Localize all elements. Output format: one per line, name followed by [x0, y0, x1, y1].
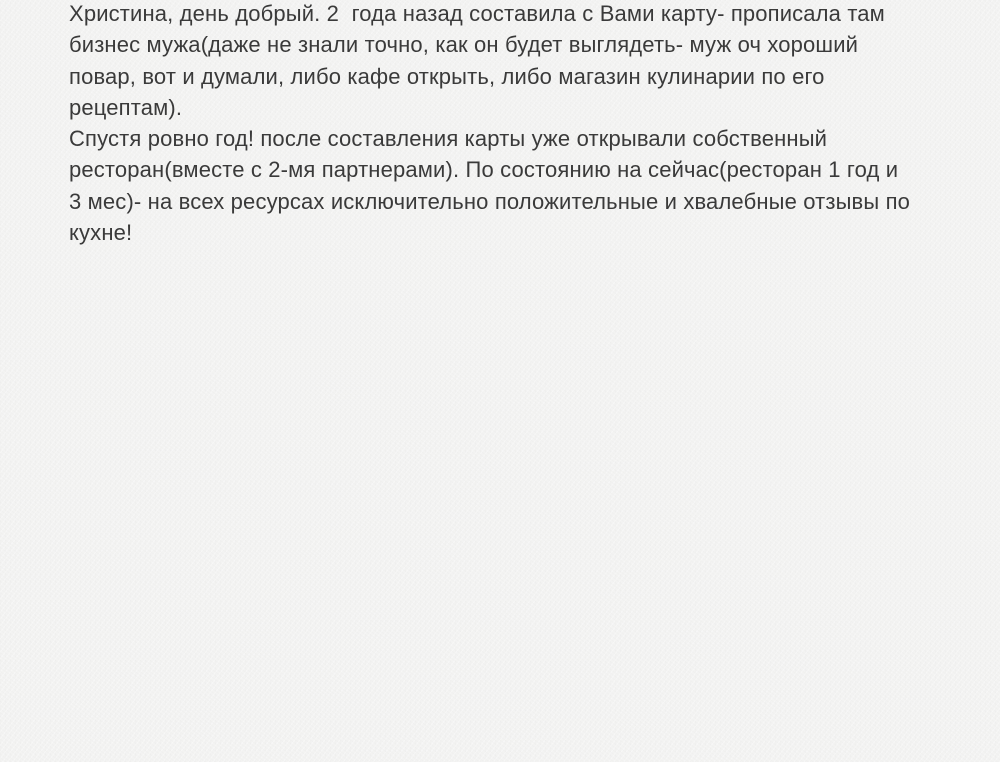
- note-line: бизнес мужа(даже не знали точно, как он будет выглядеть- муж оч хороший: [69, 32, 859, 58]
- note-line: повар, вот и думали, либо кафе открыть, либо магазин кулинарии по его: [69, 63, 825, 89]
- note-line: ресторан(вместе с 2-мя партнерами). По состоянию на сейчас(ресторан 1 год и: [69, 157, 899, 183]
- note-line: рецептам).: [69, 94, 183, 120]
- note-line: 3 мес)- на всех ресурсах исключительно положительные и хвалебные отзывы по: [69, 188, 911, 214]
- note-line: кухне!: [69, 220, 133, 246]
- note-text-body[interactable]: [69, 0, 969, 248]
- note-line: Спустя ровно год! после составления карты уже открывали собственный: [69, 126, 828, 152]
- note-line: Христина, день добрый. 2 года назад составила с Вами карту- прописала там: [69, 1, 885, 26]
